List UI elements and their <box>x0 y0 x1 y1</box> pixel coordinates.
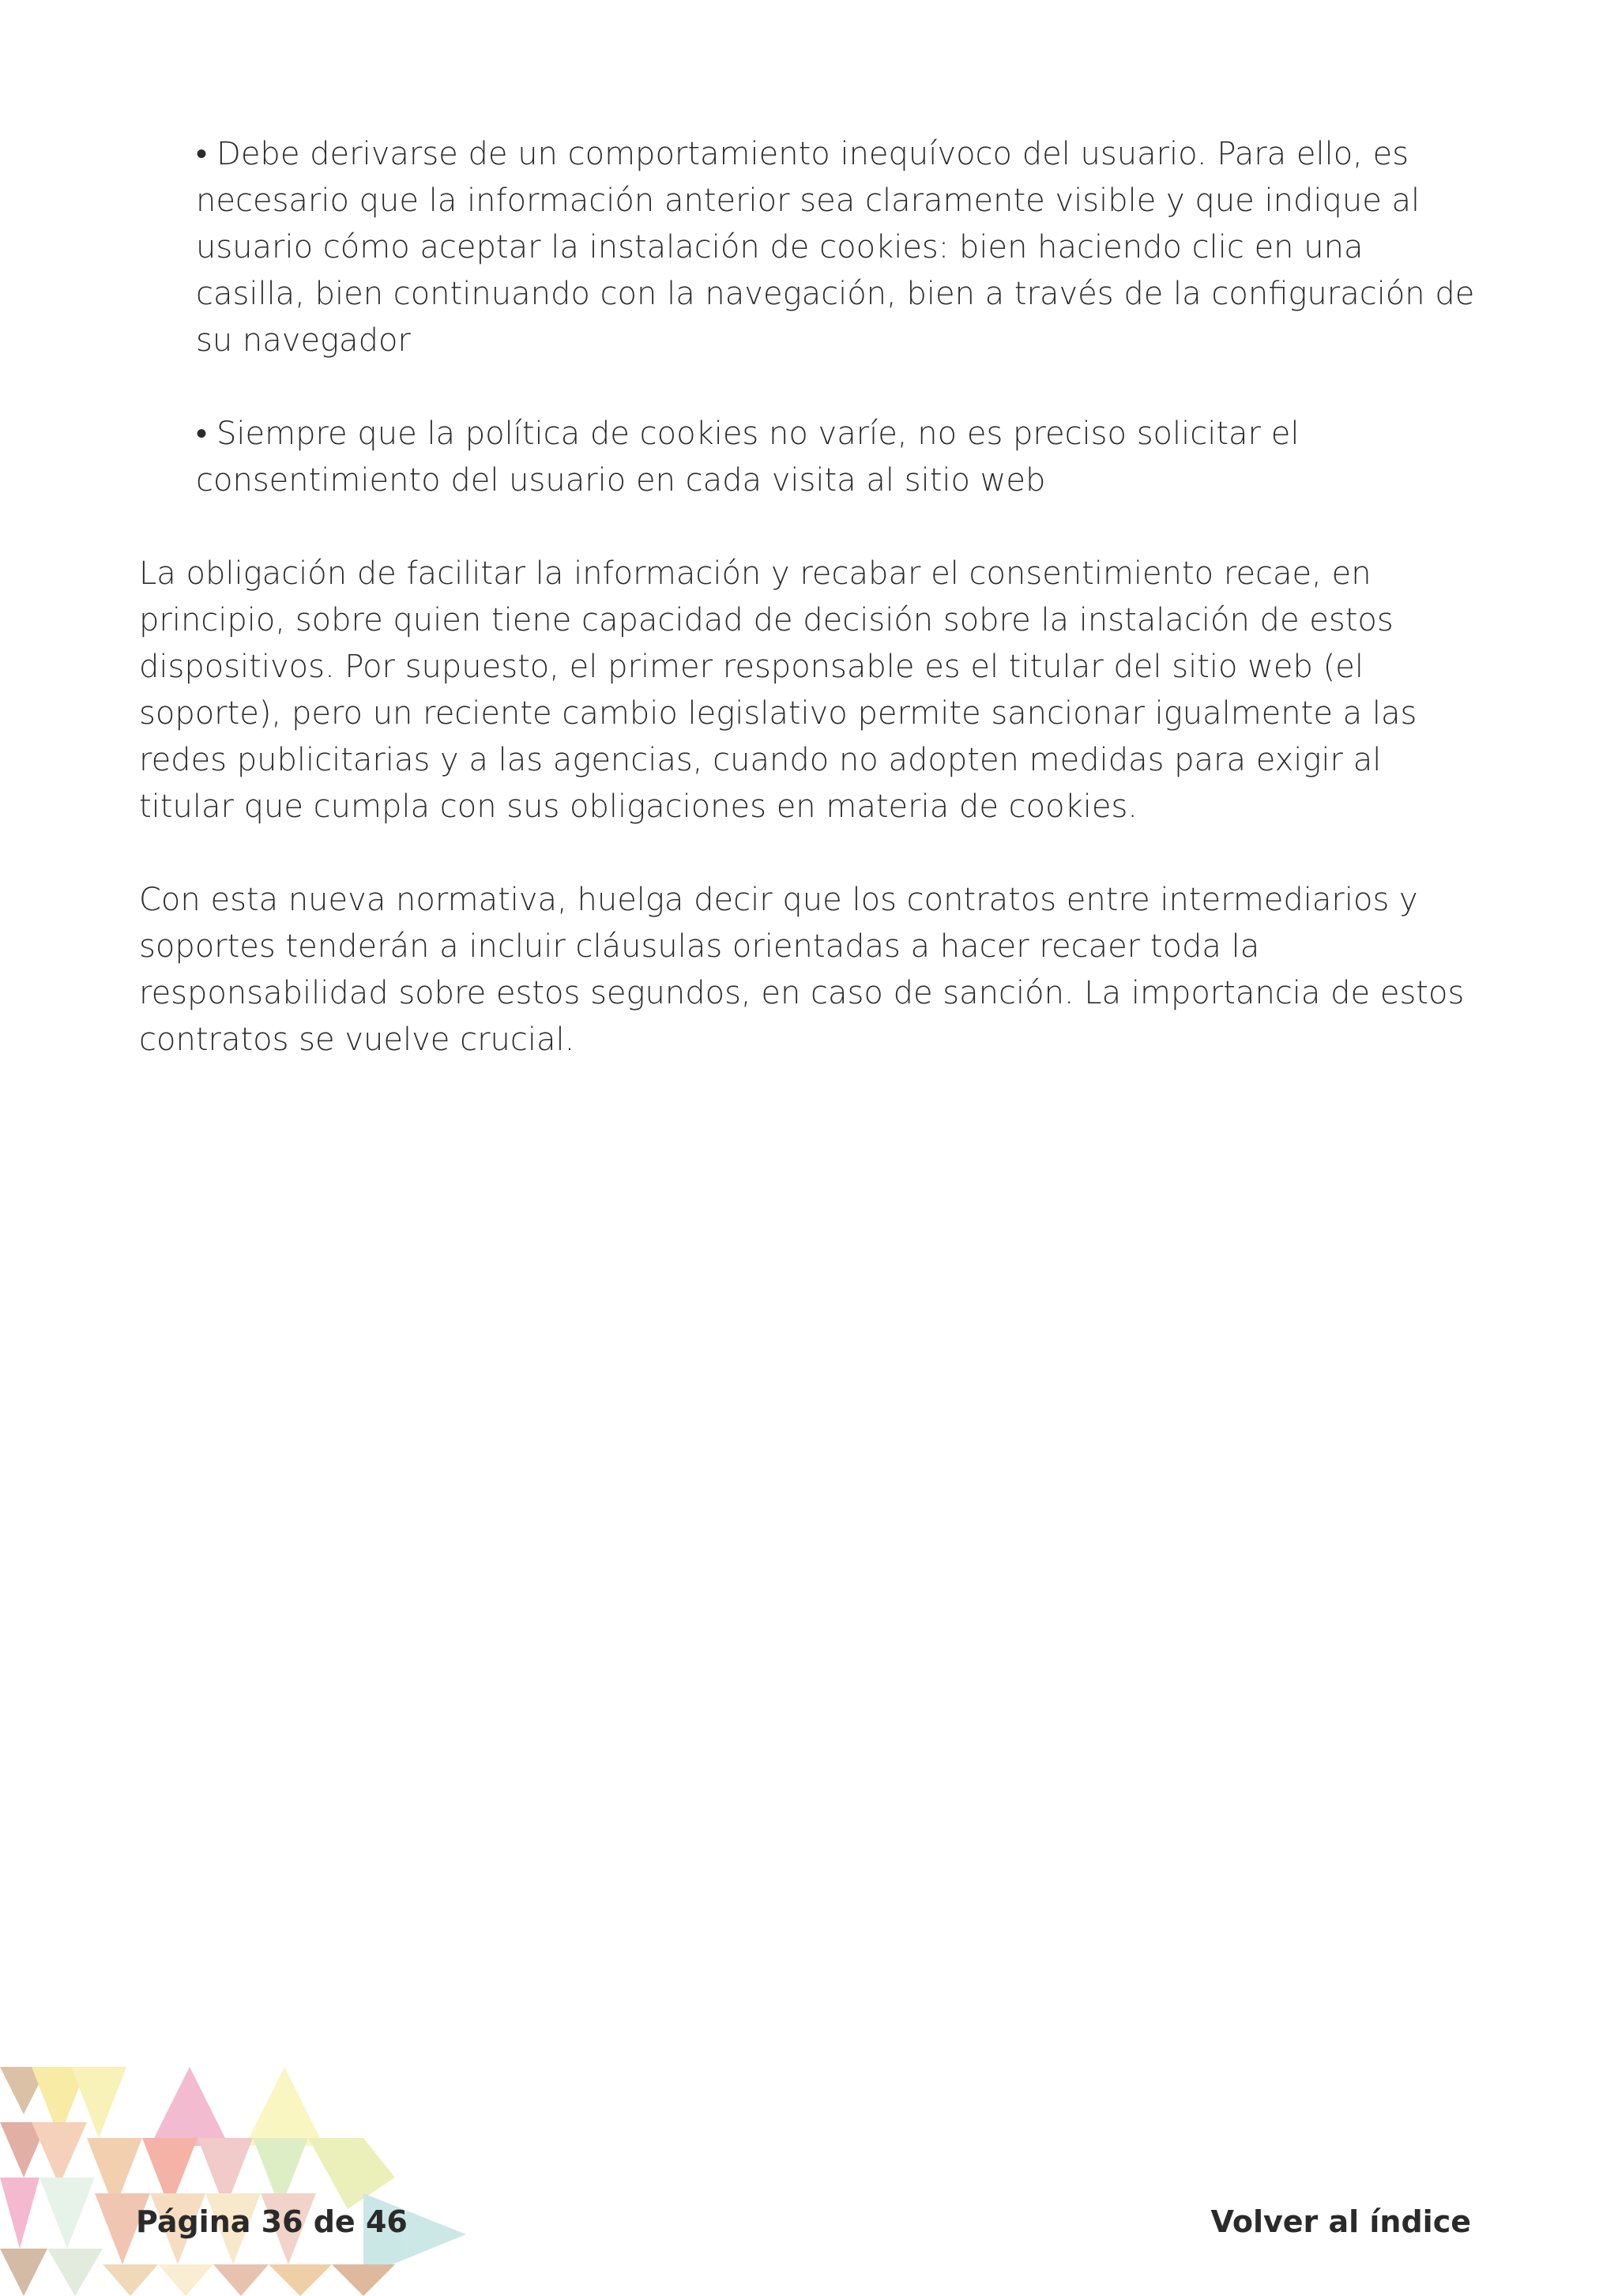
body-paragraph: Con esta nueva normativa, huelga decir que los contratos entre intermediarios y soportes tenderán a incluir cláusulas orientadas a hacer recaer toda la responsabilidad sobre estos segundos, en caso de sanción. La importancia de estos contratos se vuelve crucial. <box>139 882 1465 1058</box>
bullet-item <box>196 131 1482 364</box>
bullet-icon: • <box>196 416 208 452</box>
page-number: Página 36 de 46 <box>136 2204 408 2239</box>
bullet-item <box>196 411 1482 504</box>
bullet-text: Siempre que la política de cookies no varíe, no es preciso solicitar el consentimiento del usuario en cada visita al sitio web <box>196 416 1300 499</box>
back-to-index-link[interactable]: Volver al índice <box>1210 2204 1471 2239</box>
decorative-triangles <box>0 2051 474 2296</box>
bullet-icon: • <box>196 136 208 172</box>
body-paragraph: La obligación de facilitar la información y recabar el consentimiento recae, en principio, sobre quien tiene capacidad de decisión sobre la instalación de estos dispositivos. Por supuesto, el primer responsable es el titular del sitio web (el soporte), pero un reciente cambio legislativo permite sancionar igualmente a las redes publicitarias y a las agencias, cuando no adopten medidas para exigir al titular que cumpla con sus obligaciones en materia de cookies. <box>139 555 1417 825</box>
bullet-text: Debe derivarse de un comportamiento inequívoco del usuario. Para ello, es necesario que la información anterior sea claramente visible y que indique al usuario cómo aceptar la instalación de cookies: bien haciendo clic en una casilla, bien continuando con la navegación, bien a través de la configuración de su navegador <box>196 136 1475 359</box>
page-content <box>139 131 1482 1110</box>
